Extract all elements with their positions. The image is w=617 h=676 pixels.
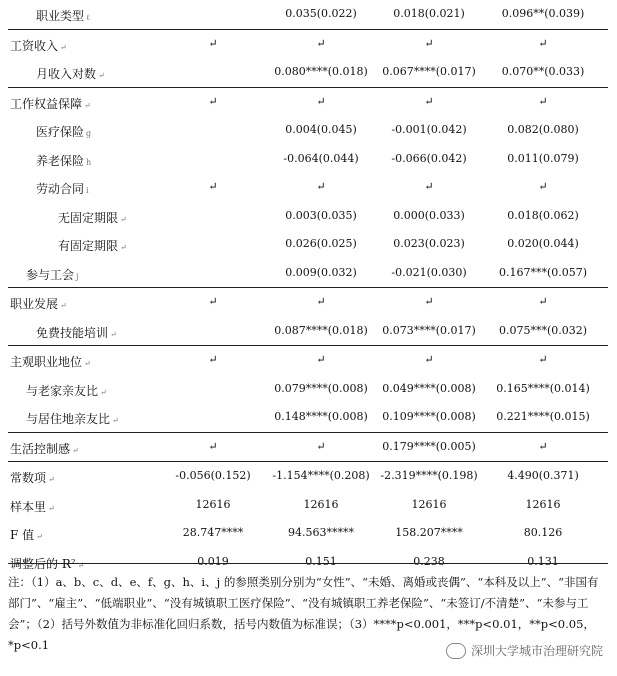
table-cell: ↵ — [208, 295, 218, 308]
table-cell: 0.221****(0.015) — [496, 410, 590, 423]
table-cell: ↵ — [208, 180, 218, 193]
table-cell: 0.003(0.035) — [285, 208, 357, 222]
table-cell: 4.490(0.371) — [507, 469, 579, 482]
table-cell: 12616 — [411, 497, 447, 511]
table-row — [8, 29, 608, 59]
table-cell: 0.082(0.080) — [507, 123, 579, 136]
table-cell: -2.319****(0.198) — [380, 469, 478, 482]
watermark-text: 深圳大学城市治理研究院 — [470, 644, 603, 658]
row-label: 参与工会 j — [26, 267, 79, 282]
row-label: 样本里 ↵ — [10, 499, 55, 514]
row-label: 免费技能培训 ↵ — [36, 325, 117, 340]
table-cell: 0.023(0.023) — [393, 237, 465, 250]
table-cell: 0.049****(0.008) — [382, 381, 476, 395]
table-row — [8, 0, 608, 29]
table-cell: 0.020(0.044) — [507, 237, 579, 250]
table-cell: ↵ — [208, 36, 218, 50]
note-text: 注：（1）a、b、c、d、e、f、g、h、i、j 的参照类别分别为“女性”、“未婚、离婚或丧偶”、“本科及以上”、“非国有部门”、“雇主”、“低端职业”、“没有城镇职工医疗保险”、“没有城镇职工养老保险”、“未签订/不清楚”、“未参与工会”；（2）括号外数值为非标准化回归系数，括号内数值为标准误；（3）****p<0.001，***p<0.01，**p<0.05，*p<0.1 — [8, 575, 599, 652]
table-cell: 0.165****(0.014) — [496, 381, 590, 395]
row-label: 主观职业地位 ↵ — [10, 355, 91, 369]
table-cell: -1.154****(0.208) — [272, 469, 370, 482]
table-cell: ↵ — [538, 353, 548, 366]
row-label: 医疗保险 g — [36, 125, 92, 139]
row-label: 职业发展 ↵ — [10, 297, 67, 311]
table-cell: 0.004(0.045) — [285, 123, 357, 136]
table-cell: ↵ — [316, 353, 326, 366]
table-row — [8, 87, 608, 117]
row-label: 生活控制感 ↵ — [10, 441, 79, 456]
table-cell: ↵ — [316, 180, 326, 193]
table-cell: ↵ — [424, 180, 434, 193]
table-cell: 0.035(0.022) — [285, 7, 357, 20]
table-cell: 28.747**** — [182, 526, 244, 539]
table-cell: ↵ — [316, 94, 326, 108]
table-cell: ↵ — [538, 36, 548, 50]
row-label: 常数项 ↵ — [10, 471, 55, 485]
table-cell: 0.167***(0.057) — [498, 265, 588, 279]
table-cell: ↵ — [424, 36, 434, 50]
table-cell: ↵ — [538, 439, 548, 453]
table-cell: 12616 — [525, 497, 561, 511]
row-label: 劳动合同 i — [36, 182, 89, 196]
table-row — [8, 145, 608, 174]
table-cell: 0.019 — [197, 554, 229, 568]
row-label: 无固定期限 ↵ — [58, 210, 127, 225]
table-cell: 80.126 — [523, 526, 563, 539]
table-row — [8, 491, 608, 520]
table-cell: 0.109****(0.008) — [382, 410, 476, 423]
row-label: 工作权益保障 ↵ — [10, 96, 91, 111]
table-cell: ↵ — [316, 36, 326, 50]
table-cell: 0.131 — [527, 554, 559, 568]
table-row — [8, 259, 608, 288]
regression-table — [8, 0, 608, 576]
table-cell: 0.009(0.032) — [285, 265, 357, 279]
row-label: 职业类型 ℓ — [36, 9, 90, 23]
wechat-icon — [446, 643, 466, 659]
table-cell: ↵ — [316, 439, 326, 453]
table-row — [8, 375, 608, 404]
row-label: 工资收入 ↵ — [10, 38, 67, 53]
table-row — [8, 202, 608, 231]
table-cell: -0.021(0.030) — [391, 265, 467, 279]
row-label: F 值 ↵ — [10, 528, 43, 542]
table-cell: 0.080****(0.018) — [274, 65, 368, 78]
table-cell: 0.087****(0.018) — [274, 323, 368, 337]
row-label: 与老家亲友比 ↵ — [26, 383, 107, 398]
table-cell: ↵ — [538, 94, 548, 108]
table-cell: 94.563***** — [288, 526, 354, 539]
table-cell: ↵ — [208, 94, 218, 108]
table-cell: 0.148****(0.008) — [274, 410, 368, 423]
table-cell: 0.000(0.033) — [393, 208, 465, 222]
table-cell: ↵ — [208, 353, 218, 366]
table-cell: ↵ — [424, 353, 434, 366]
table-row — [8, 345, 608, 375]
table-row — [8, 230, 608, 259]
table-cell: 0.018(0.062) — [507, 208, 579, 222]
row-label: 养老保险 h — [36, 153, 92, 168]
row-label: 月收入对数 ↵ — [36, 67, 105, 81]
table-cell: ↵ — [538, 295, 548, 308]
table-cell: 0.070**(0.033) — [501, 65, 585, 78]
table-row — [8, 519, 608, 548]
watermark — [446, 642, 603, 659]
table-cell: -0.001(0.042) — [391, 123, 467, 136]
table-cell: 0.238 — [413, 554, 445, 568]
table-row — [8, 403, 608, 432]
table-cell: 0.179****(0.005) — [382, 439, 476, 453]
table-cell: -0.056(0.152) — [175, 469, 251, 482]
table-cell: 0.079****(0.008) — [274, 381, 368, 395]
table-cell: 12616 — [303, 497, 339, 511]
row-label: 与居住地亲友比 ↵ — [26, 412, 119, 426]
table-cell: 0.096**(0.039) — [501, 7, 585, 20]
table-cell: ↵ — [208, 439, 218, 453]
table-cell: -0.066(0.042) — [391, 151, 467, 165]
table-row — [8, 116, 608, 145]
table-cell: 12616 — [195, 497, 231, 511]
table-cell: 0.073****(0.017) — [382, 323, 476, 337]
table-cell: ↵ — [424, 94, 434, 108]
row-label: 调整后的 R² ↵ — [10, 556, 85, 571]
row-label: 有固定期限 ↵ — [58, 239, 127, 253]
table-row — [8, 317, 608, 346]
table-cell: 0.067****(0.017) — [382, 65, 476, 78]
table-row — [8, 58, 608, 87]
table-cell: ↵ — [316, 295, 326, 308]
table-cell: 0.151 — [305, 554, 337, 568]
table-cell: ↵ — [424, 295, 434, 308]
table-row — [8, 287, 608, 317]
table-cell: 0.011(0.079) — [507, 151, 579, 165]
table-cell: 0.026(0.025) — [285, 237, 357, 250]
table-cell: 158.207**** — [395, 526, 463, 539]
table-row — [8, 173, 608, 202]
table-cell: 0.075***(0.032) — [498, 323, 588, 337]
table-cell: 0.018(0.021) — [393, 7, 465, 20]
table-cell: -0.064(0.044) — [283, 151, 359, 165]
table-row — [8, 432, 608, 462]
table-row — [8, 461, 608, 491]
table-cell: ↵ — [538, 180, 548, 193]
